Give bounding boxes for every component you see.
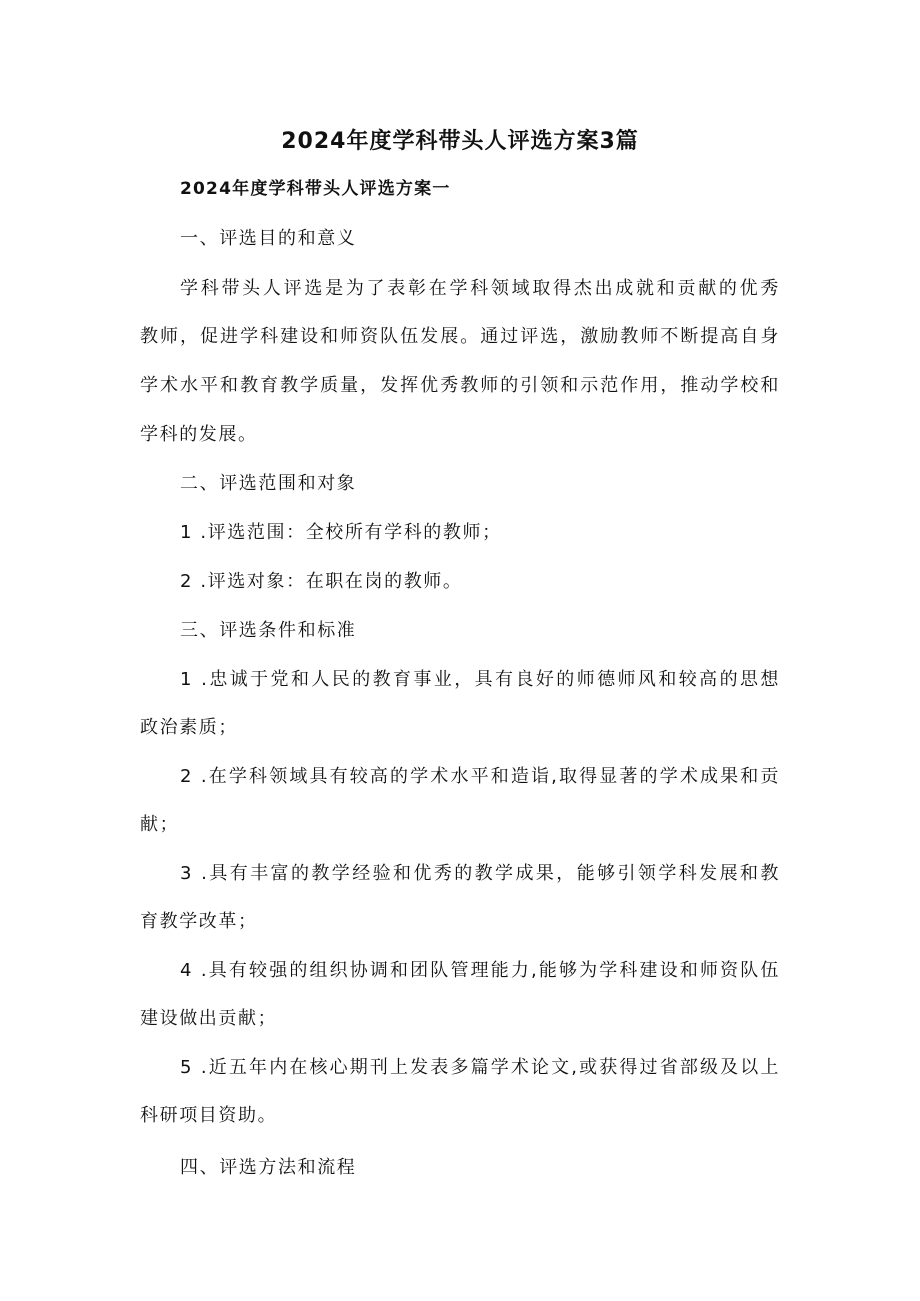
- list-item: 2 .在学科领域具有较高的学术水平和造诣,取得显著的学术成果和贡: [180, 766, 780, 787]
- list-item-continuation: 科研项目资助。: [140, 1105, 278, 1126]
- list-item: 2 .评选对象：在职在岗的教师。: [180, 571, 463, 592]
- paragraph-line: 教师，促进学科建设和师资队伍发展。通过评选，激励教师不断提高自身: [140, 326, 780, 347]
- paragraph-line: 学术水平和教育教学质量，发挥优秀教师的引领和示范作用，推动学校和: [140, 375, 780, 396]
- section-heading-scope: 二、评选范围和对象: [180, 473, 357, 494]
- list-item-continuation: 育教学改革；: [140, 911, 258, 932]
- list-item-continuation: 献；: [140, 814, 180, 835]
- list-item: 3 .具有丰富的教学经验和优秀的教学成果，能够引领学科发展和教: [180, 863, 780, 884]
- list-item: 4 .具有较强的组织协调和团队管理能力,能够为学科建设和师资队伍: [180, 960, 780, 981]
- list-item: 1 .评选范围：全校所有学科的教师；: [180, 522, 502, 543]
- document-subtitle: 2024年度学科带头人评选方案一: [180, 179, 451, 199]
- document-title: 2024年度学科带头人评选方案3篇: [281, 129, 639, 154]
- list-item-continuation: 建设做出贡献；: [140, 1008, 278, 1029]
- list-item: 5 .近五年内在核心期刊上发表多篇学术论文,或获得过省部级及以上: [180, 1057, 780, 1078]
- list-item: 1 .忠诚于党和人民的教育事业，具有良好的师德师风和较高的思想: [180, 669, 780, 690]
- paragraph-line: 学科带头人评选是为了表彰在学科领域取得杰出成就和贡献的优秀: [180, 278, 780, 299]
- section-heading-purpose: 一、评选目的和意义: [180, 228, 357, 249]
- section-heading-method: 四、评选方法和流程: [180, 1157, 357, 1178]
- section-heading-criteria: 三、评选条件和标准: [180, 620, 357, 641]
- paragraph-line: 学科的发展。: [140, 424, 258, 445]
- list-item-continuation: 政治素质；: [140, 717, 238, 738]
